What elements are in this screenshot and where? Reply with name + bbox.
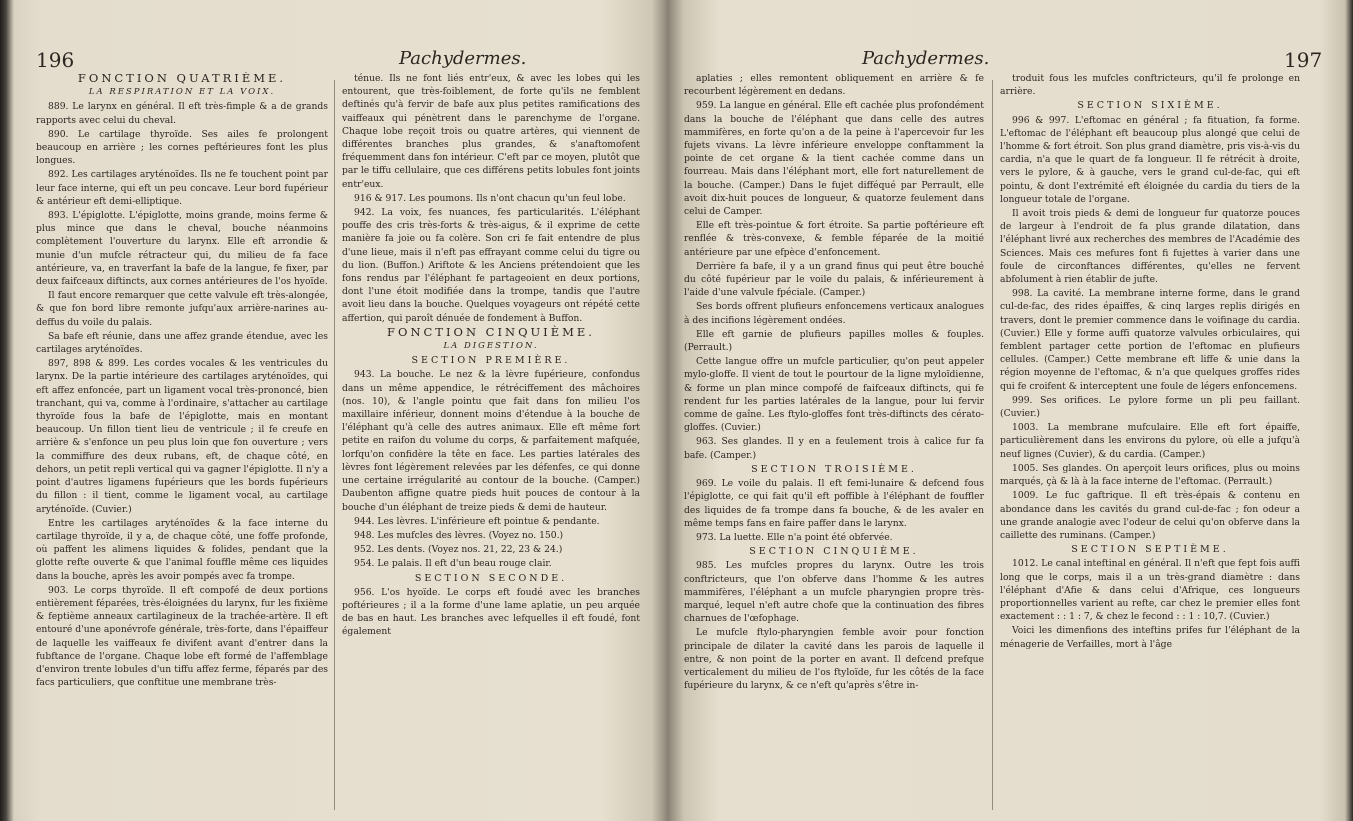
left-running-head: Pachydermes. [399, 48, 527, 69]
paragraph: Cette langue offre un mufcle particulier, qu'on peut appeler mylo-gloffe. Il vient de tout le pourtour de la ligne myloïdienne, & forme un plan mince compofé de faifceaux diftincts, qui fe rendent fur les parties latérales de la langue, pour lui fervir comme de gaîne. Les ftylo-gloffes font très-diftincts des cérato-gloffes. (Cuvier.) [684, 356, 984, 434]
paragraph: 889. Le larynx en général. Il eft très-fimple & a de grands rapports avec celui du cheval. [36, 101, 328, 126]
column-divider [334, 80, 335, 810]
paragraph: 943. La bouche. Le nez & la lèvre fupérieure, confondus dans un même appendice, le rétréciffement des mâchoires (nos. 10), & l'angle pointu que fait dans fon milieu l'os maxillaire inférieur, donnent moins d'étendue à la bouche de l'éléphant qu'à celle des autres animaux. Elle eft même fort petite en raifon du volume du corps, & parfaitement mafquée, lorfqu'on confidère la tête en face. Les parties latérales des lèvres font légèrement relevées par les défenfes, ce qui donne une certaine irrégularité au contour de la bouche. (Camper.) Daubenton affigne quatre pieds huit pouces de contour à la bouche d'un éléphant de treize pieds & demi de hauteur. [342, 369, 640, 513]
section-title: SECTION TROISIÈME. [751, 463, 917, 475]
section-title: SECTION SEPTIÈME. [1071, 544, 1229, 556]
section-title: SECTION SECONDE. [414, 572, 568, 584]
paragraph: Le mufcle ftylo-pharyngien femble avoir pour fonction principale de dilater la cavité dans les parois de laquelle il entre, & non point de la porter en avant. Il defcend prefque verticalement du milieu de l'os ftyloïde, fur les côtés de la face fupérieure du larynx, & ce n'eft qu'après s'être in- [684, 627, 984, 692]
right-column-1 [684, 72, 984, 812]
section-title: SECTION CINQUIÈME. [749, 546, 919, 558]
paragraph: Elle eft garnie de plufieurs papilles molles & fouples. (Perrault.) [684, 328, 984, 354]
section-heading: FONCTION CINQUIÈME. [387, 324, 595, 339]
paragraph: Il faut encore remarquer que cette valvule eft très-alongée, & que fon bord libre remonte jufqu'aux arrière-narines au-deffus du voile du palais. [36, 290, 328, 328]
section-subhead: LA RESPIRATION ET LA VOIX. [88, 87, 276, 98]
paragraph: Entre les cartilages aryténoïdes & la face interne du cartilage thyroïde, il y a, de chaque côté, une foffe profonde, où paffent les alimens liquides & folides, pendant que la glotte refte ouverte & que l'animal fouffle même ces liquides dans la bouche, après les avoir pompés avec fa trompe. [36, 517, 328, 582]
paragraph: aplaties ; elles remontent obliquement en arrière & fe recourbent légèrement en dedans. [684, 73, 984, 98]
left-page-number: 196 [36, 48, 75, 72]
paragraph: 959. La langue en général. Elle eft cachée plus profondément dans la bouche de l'éléphant que dans celle des autres mammifères, en forte qu'on a de la peine à l'apercevoir fur les fujets vivans. La lèvre inférieure enveloppe conftamment la pointe de cet organe & la tient cachée comme dans un fourreau. Mais dans l'éléphant mort, elle fort naturellement de la bouche. (Camper.) Dans le fujet difféqué par Perrault, elle avoit dix-huit pouces de longueur, & quatorze feulement dans celui de Camper. [684, 100, 984, 218]
right-page-number: 197 [1284, 48, 1323, 72]
column-divider [992, 80, 993, 810]
paragraph: 944. Les lèvres. L'inférieure eft pointue & pendante. [354, 515, 600, 527]
paragraph: 916 & 917. Les poumons. Ils n'ont chacun qu'un feul lobe. [354, 192, 626, 204]
paragraph: Derrière fa bafe, il y a un grand finus qui peut être bouché du côté fupérieur par le voile du palais, & inférieurement à l'aide d'une valvule fpéciale. (Camper.) [684, 260, 984, 299]
paragraph: 903. Le corps thyroïde. Il eft compofé de deux portions entièrement féparées, très-éloignées du larynx, fur les fixième & feptième anneaux cartilagineux de la trachée-artère. Il eft entouré d'une aponévrofe générale, très-forte, dans l'épaiffeur de laquelle les vaiffeaux fe divifent avant d'entrer dans la fubftance de l'organe. Chaque lobe eft formé de l'affemblage d'environ trente lobules d'un tiffu affez ferme, féparés par des facs particuliers, que conftitue une membrane très- [36, 584, 328, 689]
paragraph: Ses bords offrent plufieurs enfoncemens verticaux analogues à des incifions légèrement ondées. [684, 301, 984, 326]
paragraph: 890. Le cartilage thyroïde. Ses ailes fe prolongent beaucoup en arrière ; les cornes peftérieures font les plus longues. [36, 128, 328, 167]
left-column-1 [36, 72, 328, 812]
right-column-2 [1000, 72, 1300, 812]
paragraph: 1012. Le canal inteftinal en général. Il n'eft que fept fois auffi long que le corps, mais il a un très-grand diamètre : dans l'éléphant d'Afie & dans celui d'Afrique, ces longueurs proportionnelles varient au refte, car chez le premier elles font exactement : : 1 : 7, & chez le fecond : : 1 : 10,7. (Cuvier.) [1000, 558, 1300, 623]
paragraph: 893. L'épiglotte. L'épiglotte, moins grande, moins ferme & plus mince que dans le cheval, bouche néanmoins complètement l'ouverture du larynx. Elle eft arrondie & munie d'un mufcle rétracteur qui, du milieu de fa face antérieure, va, en traverfant la bafe de la langue, fe fixer, par deux faifceaux diftincts, aux cornes antérieures de l'os hyoïde. [36, 210, 328, 288]
section-subhead: LA DIGESTION. [443, 341, 539, 352]
left-column-2 [342, 72, 640, 812]
paragraph: 963. Ses glandes. Il y en a feulement trois à calice fur fa bafe. (Camper.) [684, 436, 984, 461]
paragraph: ténue. Ils ne font liés entr'eux, & avec les lobes qui les entourent, que très-foiblement, de forte qu'ils ne femblent deftinés qu'à fervir de bafe aux plus petites ramifications des vaiffeaux qui pénètrent dans le parenchyme de l'organe. Chaque lobe reçoit trois ou quatre artères, qui viennent de différentes branches plus grandes, & s'anaftomofent fréquemment dans fon intérieur. C'eft par ce moyen, plutôt que par le tiffu cellulaire, que ces différens petits lobules font joints entr'eux. [342, 73, 640, 190]
paragraph: 996 & 997. L'eftomac en général ; fa fituation, fa forme. L'eftomac de l'éléphant eft beaucoup plus alongé que celui de l'homme & fort étroit. Son plus grand diamètre, pris vis-à-vis du cardia, n'a que le quart de fa longueur. Il fe rétrécit à droite, vers le pylore, & à gauche, vers le grand cul-de-fac, qui eft pointu, & dont l'extrémité eft éloignée du cardia du tiers de la longueur totale de l'organe. [1000, 114, 1300, 205]
paragraph: 1003. La membrane mufculaire. Elle eft fort épaiffe, particulièrement dans les environs du pylore, où elle a jufqu'à neuf lignes (Cuvier), & du cardia. (Camper.) [1000, 422, 1300, 460]
paragraph: Voici les dimenfions des inteftins prifes fur l'éléphant de la ménagerie de Verfailles, mort à l'âge [1000, 625, 1300, 650]
paragraph: 942. La voix, fes nuances, fes particularités. L'éléphant pouffe des cris très-forts & très-aigus, & il exprime de cette manière fa joie ou fa colère. Son cri fe fait entendre de plus d'une lieue, mais il n'eft pas effrayant comme celui du tigre ou du lion. (Buffon.) Ariftote & les Anciens prétendoient que les fons rendus par l'éléphant fe partageoient en deux portions, dont l'une étoit modifiée dans la trompe, tandis que l'autre avoit lieu dans la bouche. Quelques voyageurs ont répété cette affertion, qui paroît dénuée de fondement à Buffon. [342, 207, 640, 324]
paragraph: 954. Le palais. Il eft d'un beau rouge clair. [354, 558, 552, 570]
paragraph: 969. Le voile du palais. Il eft femi-lunaire & defcend fous l'épiglotte, ce qui fait qu'il eft poffible à l'éléphant de fouffler des liquides de fa trompe dans fa bouche, & de les avaler en même temps fans en faire paffer dans le larynx. [684, 478, 984, 529]
paragraph: 956. L'os hyoïde. Le corps eft foudé avec les branches poftérieures ; il a la forme d'une lame aplatie, un peu arquée de bas en haut. Les branches avec lefquelles il eft foudé, font également [342, 586, 640, 638]
paragraph: 948. Les mufcles des lèvres. (Voyez no. 150.) [354, 529, 564, 541]
paragraph: 998. La cavité. La membrane interne forme, dans le grand cul-de-fac, des rides épaiffes, & cinq larges replis dirigés en travers, dont le premier commence dans le voifinage du cardia. (Cuvier.) Elle y forme auffi quatorze valvules orbiculaires, qui femblent partager cette portion de l'eftomac en plufieurs cellules. (Camper.) Cette membrane eft liffe & unie dans la région moyenne de l'eftomac, & n'a que quelques groffes rides qui fe croifent & interceptent une foule de légers enfoncemens. [1000, 288, 1300, 392]
paragraph: 1009. Le fuc gaftrique. Il eft très-épais & contenu en abondance dans les cavités du grand cul-de-fac ; fon odeur a une grande analogie avec l'odeur de celui qu'on obferve dans la caillette des ruminans. (Camper.) [1000, 490, 1300, 541]
right-running-head: Pachydermes. [862, 48, 990, 69]
section-heading: FONCTION QUATRIÈME. [77, 72, 287, 85]
paragraph: 1005. Ses glandes. On aperçoit leurs orifices, plus ou moins marqués, çà & là à la face interne de l'eftomac. (Perrault.) [1000, 462, 1300, 488]
paragraph: Il avoit trois pieds & demi de longueur fur quatorze pouces de largeur à l'endroit de fa plus grande dilatation, dans l'éléphant livré aux recherches des membres de l'Académie des Sciences. Mais ces mefures font fi fujettes à varier dans une foule de circonftances différentes, qu'elles ne fervent abfolument à rien établir de jufte. [1000, 208, 1300, 286]
left-page [14, 0, 654, 821]
paragraph: 897, 898 & 899. Les cordes vocales & les ventricules du larynx. De la partie intérieure des cartilages aryténoïdes, qui eft affez enfoncée, part un ligament vocal très-prononcé, bien tranchant, qui va, comme à l'ordinaire, s'attacher au cartilage thyroïde fous la bafe de l'épiglotte, mais en montant beaucoup. Un fillon tient lieu de ventricule ; il fe creufe en arrière & s'enfonce un peu plus loin que fon ouverture ; vers la commiffure des deux rubans, eft, de chaque côté, en dehors, un petit repli vertical qui va gagner l'épiglotte. Il n'y a point d'autres ligamens fupérieurs que les bords fupérieurs du fillon : il tient, comme le ligament vocal, au cartilage aryténoïde. (Cuvier.) [36, 358, 328, 515]
paragraph: Sa bafe eft réunie, dans une affez grande étendue, avec les cartilages aryténoïdes. [36, 330, 328, 356]
section-title: SECTION PREMIÈRE. [411, 355, 571, 367]
paragraph: troduit fous les mufcles conftricteurs, qu'il fe prolonge en arrière. [1000, 73, 1300, 98]
paragraph: 973. La luette. Elle n'a point été obfervée. [696, 531, 893, 543]
paragraph: 985. Les mufcles propres du larynx. Outre les trois conftricteurs, que l'on obferve dans l'homme & les autres mammifères, l'éléphant a un mufcle pharyngien propre très-marqué, lequel n'eft autre chofe que la continuation des fibres charnues de l'œfophage. [684, 560, 984, 625]
paragraph: 999. Ses orifices. Le pylore forme un pli peu faillant. (Cuvier.) [1000, 394, 1300, 420]
right-page [672, 0, 1340, 821]
paragraph: 892. Les cartilages aryténoïdes. Ils ne fe touchent point par leur face interne, qui eft un peu concave. Leur bord fupérieur & antérieur eft demi-elliptique. [36, 169, 328, 207]
paragraph: Elle eft très-pointue & fort étroite. Sa partie poftérieure eft renflée & très-convexe, & femble féparée de la moitié antérieure par une efpèce d'enfoncement. [684, 220, 984, 258]
section-title: SECTION SIXIÈME. [1077, 100, 1223, 112]
paragraph: 952. Les dents. (Voyez nos. 21, 22, 23 & 24.) [354, 544, 563, 556]
